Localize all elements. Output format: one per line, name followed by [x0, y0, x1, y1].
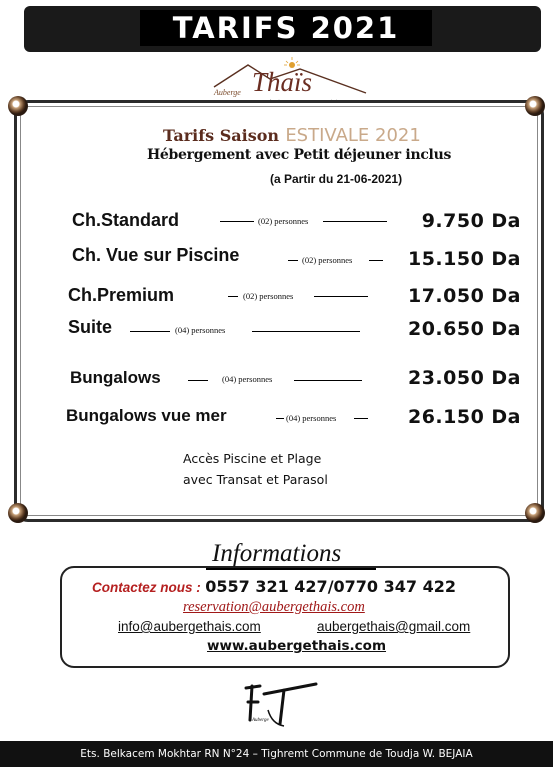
price: 26.150 Da — [407, 406, 521, 428]
phone-numbers[interactable]: 0557 321 427/0770 347 422 — [205, 577, 456, 596]
corner-rivet-icon — [8, 96, 28, 116]
season-heading — [163, 125, 421, 146]
footer-address: Ets. Belkacem Mokhtar RN N°24 – Tighremt Commune de Toudja W. BEJAIA — [0, 741, 553, 767]
season-prefix: Tarifs Saison — [163, 126, 280, 145]
dash-line — [130, 331, 170, 332]
dash-line — [323, 221, 387, 222]
persons-count: (02) personnes — [258, 216, 309, 226]
thais-monogram-icon — [238, 680, 318, 732]
dash-line — [314, 296, 368, 297]
bottom-logo — [238, 680, 318, 732]
info-title-underline — [206, 568, 376, 570]
price: 17.050 Da — [407, 285, 521, 307]
room-name: Ch. Vue sur Piscine — [72, 245, 240, 265]
dash-line — [220, 221, 254, 222]
dash-line — [276, 418, 284, 419]
access-line: avec Transat et Parasol — [183, 472, 328, 487]
corner-rivet-icon — [525, 96, 545, 116]
rate-row — [0, 208, 553, 234]
persons-count: (04) personnes — [222, 374, 273, 384]
price: 9.750 Da — [421, 210, 521, 232]
price: 20.650 Da — [407, 318, 521, 340]
persons-count: (04) personnes — [175, 325, 226, 335]
contact-line — [92, 577, 456, 597]
info-email-link[interactable]: info@aubergethais.com — [118, 619, 261, 634]
dash-line — [252, 331, 360, 332]
price: 23.050 Da — [407, 367, 521, 389]
date-note: (a Partir du 21-06-2021) — [270, 172, 403, 186]
corner-rivet-icon — [525, 503, 545, 523]
season-name: ESTIVALE 2021 — [285, 125, 421, 146]
logo-auberge-text: Auberge — [214, 88, 241, 97]
gmail-email-link[interactable]: aubergethais@gmail.com — [317, 619, 471, 634]
website-link[interactable]: www.aubergethais.com — [207, 638, 387, 654]
room-name: Ch.Standard — [72, 210, 180, 230]
room-name: Ch.Premium — [68, 285, 175, 305]
room-name: Suite — [68, 317, 113, 337]
page-title: TARIFS 2021 — [140, 10, 432, 46]
room-name: Bungalows — [70, 368, 161, 387]
persons-count: (02) personnes — [243, 291, 294, 301]
price: 15.150 Da — [407, 248, 521, 270]
dash-line — [228, 296, 238, 297]
logo-thais-text: Thaïs — [252, 67, 313, 97]
dash-line — [188, 380, 208, 381]
persons-count: (02) personnes — [302, 255, 353, 265]
info-title: Informations — [212, 540, 342, 567]
access-line: Accès Piscine et Plage — [183, 451, 322, 466]
access-note — [183, 448, 328, 490]
dash-line — [294, 380, 362, 381]
dash-line — [288, 260, 298, 261]
contact-label: Contactez nous : — [92, 580, 201, 595]
room-name: Bungalows vue mer — [66, 406, 227, 425]
dash-line — [369, 260, 383, 261]
dash-line — [354, 418, 368, 419]
rate-row — [0, 316, 553, 342]
bottom-logo-caption: Auberge — [252, 718, 269, 723]
persons-count: (04) personnes — [286, 413, 337, 423]
rate-row — [0, 244, 553, 270]
rate-row — [0, 403, 553, 429]
rate-row — [0, 365, 553, 391]
subtitle: Hébergement avec Petit déjeuner inclus — [147, 147, 452, 163]
corner-rivet-icon — [8, 503, 28, 523]
reservation-email-link[interactable]: reservation@aubergethais.com — [183, 599, 365, 615]
rate-row — [0, 283, 553, 309]
